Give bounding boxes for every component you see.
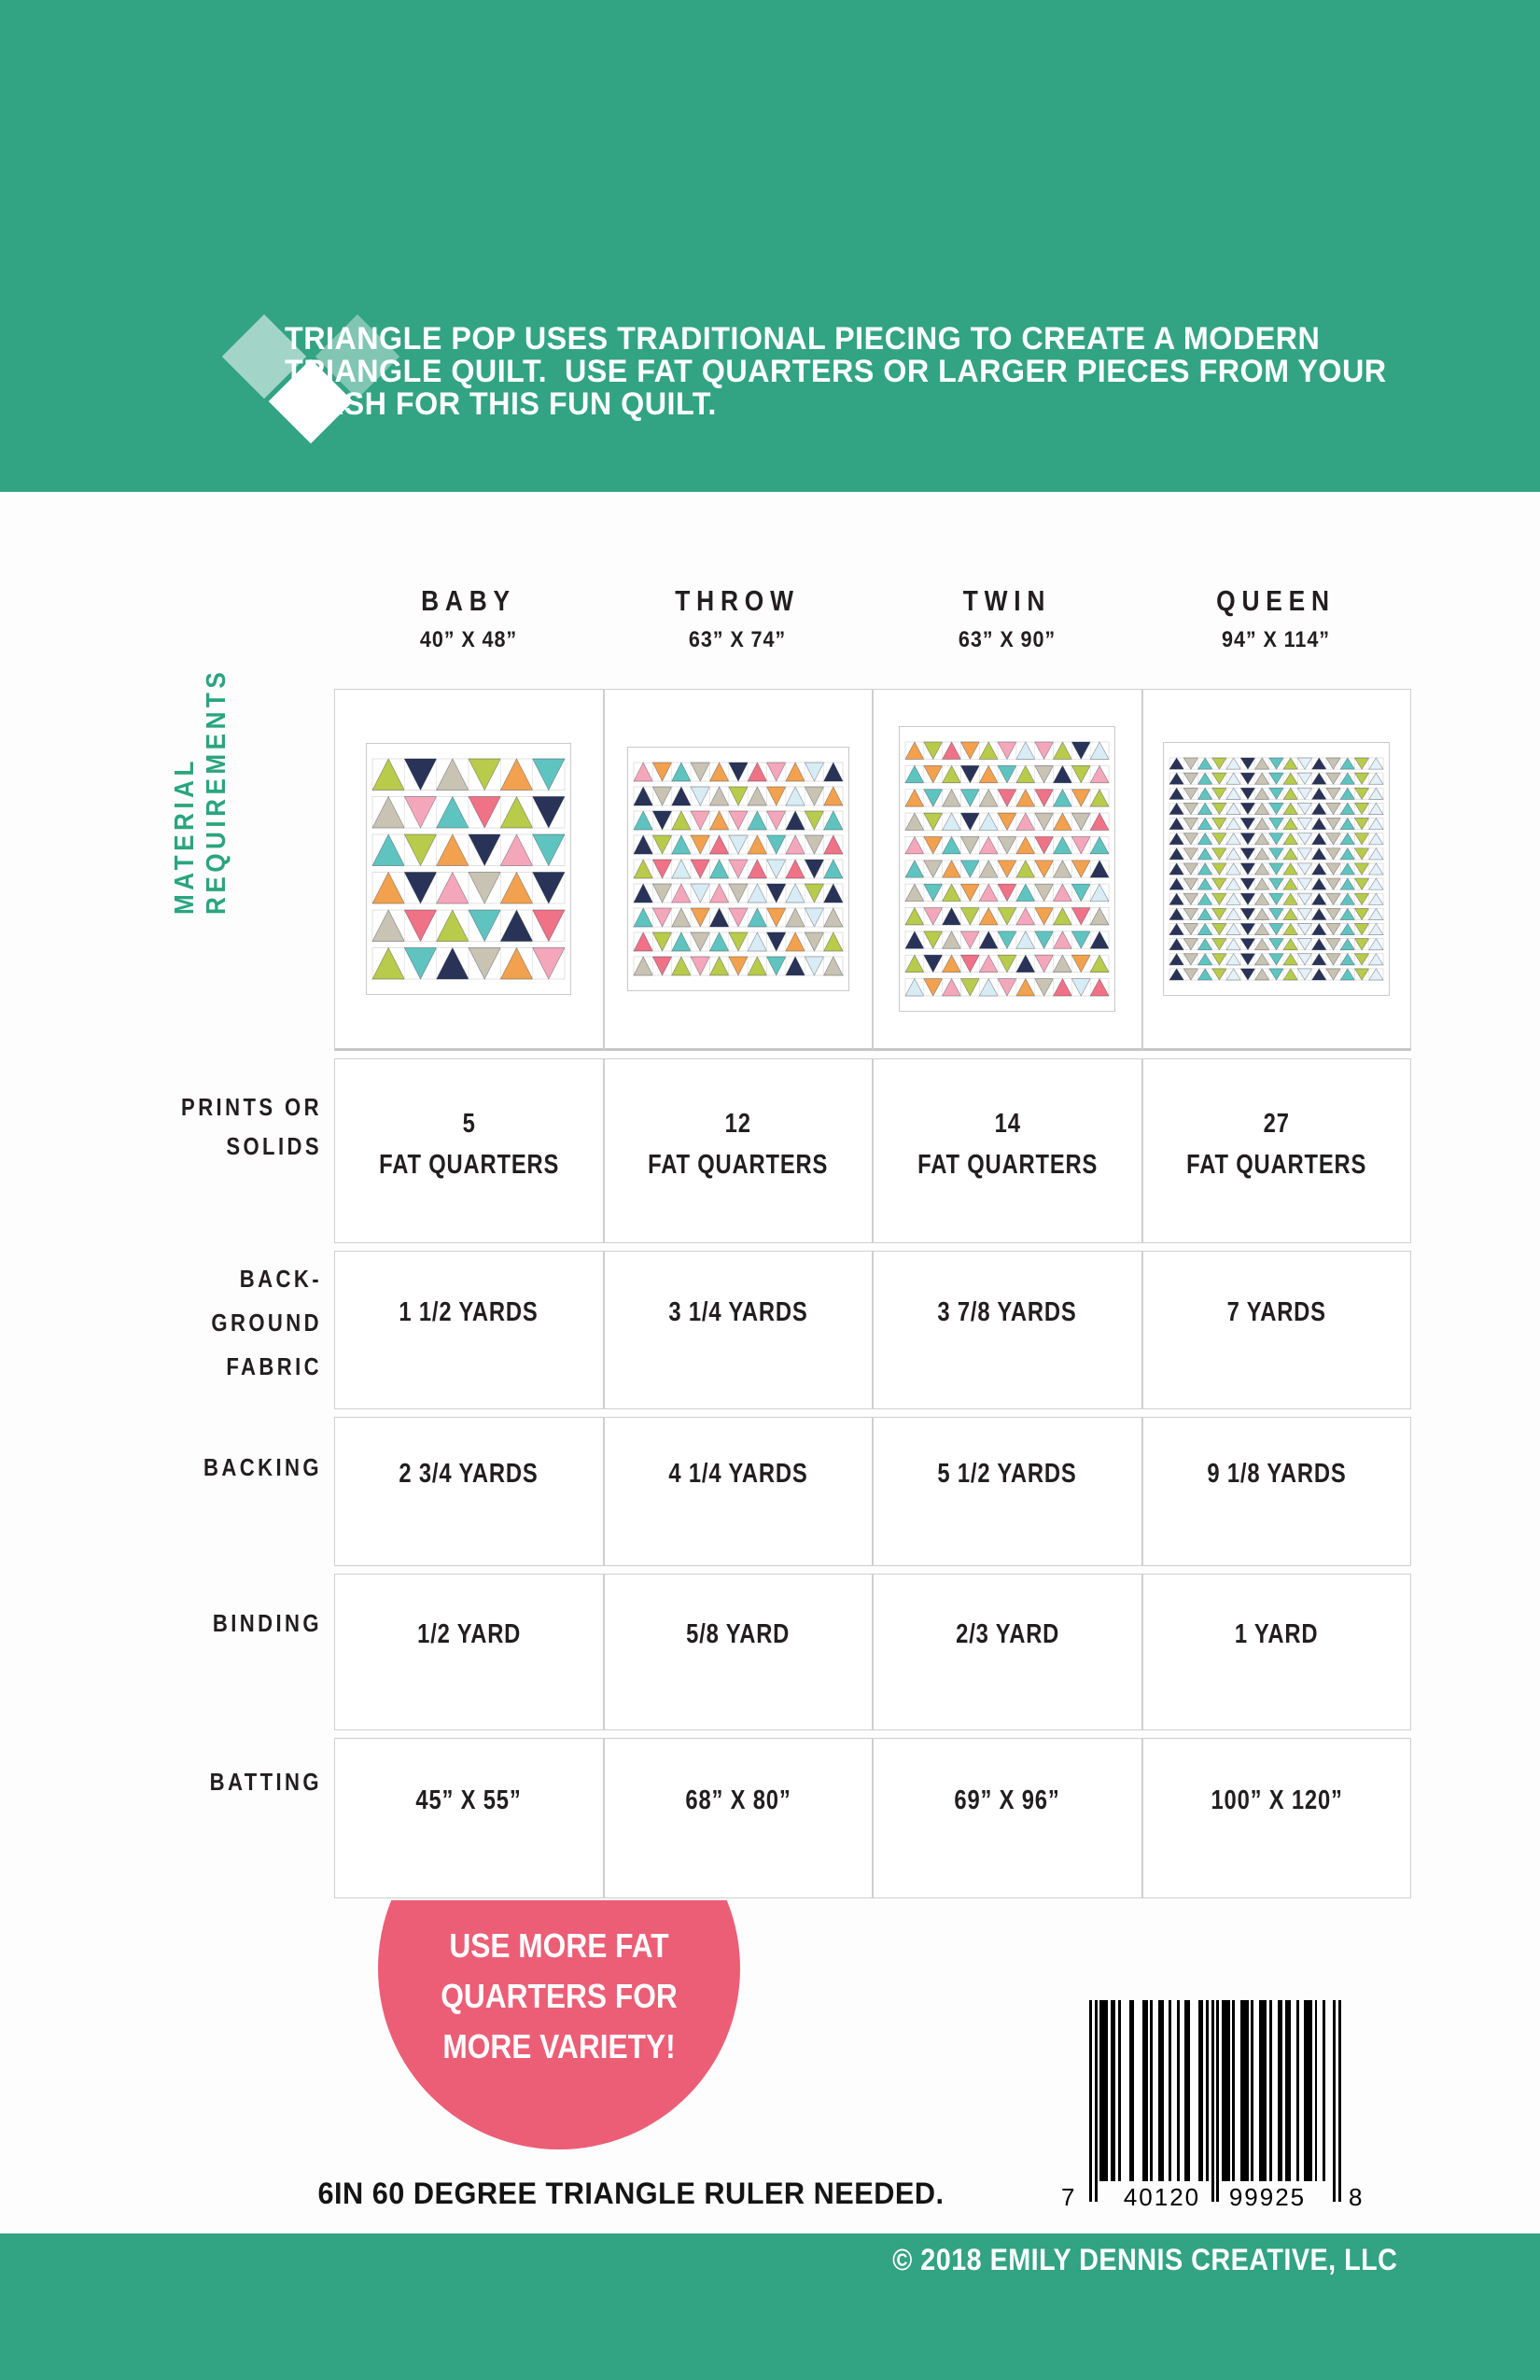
cell-batting-twin: 69” X 96” bbox=[873, 1738, 1142, 1898]
column-size: 63” X 90” bbox=[958, 627, 1057, 652]
quilt-thumbnail-baby bbox=[334, 689, 604, 1051]
cell-binding-queen: 1 YARD bbox=[1142, 1574, 1412, 1730]
cell-batting-throw: 68” X 80” bbox=[604, 1738, 874, 1898]
cell-prints-twin: 14 FAT QUARTERS bbox=[873, 1058, 1142, 1243]
cell-binding-twin: 2/3 YARD bbox=[873, 1574, 1142, 1730]
barcode-bar bbox=[1095, 2000, 1098, 2202]
cell-background-twin: 3 7/8 YARDS bbox=[873, 1251, 1142, 1409]
row-label-background-fabric: BACK- GROUND FABRIC bbox=[211, 1265, 322, 1380]
barcode-bar bbox=[1111, 2000, 1116, 2181]
barcode-bar bbox=[1232, 2000, 1235, 2181]
barcode-bar bbox=[1142, 2000, 1148, 2181]
column-name: QUEEN bbox=[1216, 584, 1336, 617]
cell-background-throw: 3 1/4 YARDS bbox=[604, 1251, 874, 1409]
barcode-bar bbox=[1184, 2000, 1190, 2181]
intro-line-2: TRIANGLE QUILT. USE FAT QUARTERS OR LARGER PIECES FROM YOUR bbox=[285, 354, 1387, 389]
column-header-queen bbox=[1136, 584, 1416, 653]
barcode-bar bbox=[1333, 2000, 1336, 2202]
barcode-bar bbox=[1285, 2000, 1291, 2181]
column-size: 94” X 114” bbox=[1222, 627, 1330, 652]
cell-binding-baby: 1/2 YARD bbox=[334, 1574, 604, 1730]
barcode-bar bbox=[1216, 2000, 1219, 2202]
quilt-thumbnail-twin bbox=[873, 689, 1142, 1051]
column-size: 63” X 74” bbox=[688, 627, 787, 652]
variety-badge bbox=[378, 1900, 740, 2150]
barcode-bar bbox=[1158, 2000, 1164, 2181]
barcode-group-right: 99925 bbox=[1228, 2183, 1307, 2211]
barcode-bar bbox=[1177, 2000, 1180, 2181]
barcode-bar bbox=[1269, 2000, 1272, 2181]
column-header-twin bbox=[867, 584, 1147, 653]
intro-line-1: TRIANGLE POP USES TRADITIONAL PIECING TO CREATE A MODERN bbox=[285, 321, 1321, 357]
barcode-bar bbox=[1278, 2000, 1283, 2181]
barcode-bar bbox=[1222, 2000, 1230, 2181]
barcode-bar bbox=[1240, 2000, 1249, 2181]
row-label-batting: BATTING bbox=[209, 1768, 322, 1796]
requirements-label-line: REQUIREMENTS bbox=[202, 667, 231, 915]
barcode-bar bbox=[1150, 2000, 1153, 2181]
quilt-thumbnail-throw bbox=[604, 689, 874, 1051]
quilt-thumbnail-queen bbox=[1142, 689, 1412, 1051]
intro-text bbox=[285, 323, 1387, 421]
cell-batting-queen: 100” X 120” bbox=[1142, 1738, 1412, 1898]
cell-backing-baby: 2 3/4 YARDS bbox=[334, 1417, 604, 1566]
barcode-bar bbox=[1211, 2000, 1214, 2202]
ruler-note: 6IN 60 DEGREE TRIANGLE RULER NEEDED. bbox=[317, 2177, 945, 2210]
barcode-bar bbox=[1338, 2000, 1341, 2202]
badge-text: USE MORE FAT QUARTERS FOR MORE VARIETY! bbox=[441, 1926, 678, 2065]
cell-prints-throw: 12 FAT QUARTERS bbox=[604, 1058, 874, 1243]
column-name: THROW bbox=[675, 584, 800, 617]
materials-table bbox=[334, 689, 1411, 1898]
header-banner bbox=[0, 0, 1540, 492]
cell-background-queen: 7 YARDS bbox=[1142, 1251, 1412, 1409]
footer-bar bbox=[0, 2233, 1540, 2380]
column-header-throw bbox=[597, 584, 877, 653]
barcode-bar bbox=[1169, 2000, 1171, 2181]
column-size: 40” X 48” bbox=[419, 627, 518, 652]
column-name: TWIN bbox=[962, 584, 1052, 617]
barcode-bar bbox=[1198, 2000, 1204, 2181]
cell-prints-baby: 5 FAT QUARTERS bbox=[334, 1058, 604, 1243]
cell-backing-twin: 5 1/2 YARDS bbox=[873, 1417, 1142, 1566]
barcode-bar bbox=[1129, 2000, 1135, 2181]
column-name: BABY bbox=[421, 584, 516, 617]
barcode-digit-right: 8 bbox=[1349, 2183, 1363, 2211]
row-label-binding: BINDING bbox=[212, 1609, 322, 1637]
barcode-group-left: 40120 bbox=[1123, 2183, 1201, 2211]
barcode-bar bbox=[1118, 2000, 1121, 2181]
barcode-bar bbox=[1259, 2000, 1267, 2181]
material-label-line: MATERIAL bbox=[170, 757, 200, 915]
cell-backing-throw: 4 1/4 YARDS bbox=[604, 1417, 874, 1566]
barcode-bar bbox=[1304, 2000, 1312, 2181]
row-label-prints-or-solids: PRINTS OR SOLIDS bbox=[181, 1093, 322, 1160]
cell-batting-baby: 45” X 55” bbox=[334, 1738, 604, 1898]
barcode-bar bbox=[1099, 2000, 1108, 2181]
barcode bbox=[1061, 2000, 1363, 2215]
barcode-digit-left: 7 bbox=[1061, 2183, 1075, 2211]
cell-binding-throw: 5/8 YARD bbox=[604, 1574, 874, 1730]
copyright-text: © 2018 EMILY DENNIS CREATIVE, LLC bbox=[891, 2243, 1397, 2276]
barcode-bar bbox=[1296, 2000, 1299, 2181]
cell-prints-queen: 27 FAT QUARTERS bbox=[1142, 1058, 1412, 1243]
row-label-backing: BACKING bbox=[203, 1453, 322, 1481]
barcode-bar bbox=[1251, 2000, 1253, 2181]
barcode-bar bbox=[1206, 2000, 1209, 2181]
barcode-bar bbox=[1089, 2000, 1092, 2202]
column-header-baby bbox=[329, 584, 609, 653]
intro-line-3: STASH FOR THIS FUN QUILT. bbox=[285, 386, 717, 422]
barcode-bar bbox=[1323, 2000, 1325, 2181]
material-requirements-label bbox=[169, 667, 232, 915]
barcode-bar bbox=[1315, 2000, 1318, 2181]
cell-backing-queen: 9 1/8 YARDS bbox=[1142, 1417, 1412, 1566]
cell-background-baby: 1 1/2 YARDS bbox=[334, 1251, 604, 1409]
